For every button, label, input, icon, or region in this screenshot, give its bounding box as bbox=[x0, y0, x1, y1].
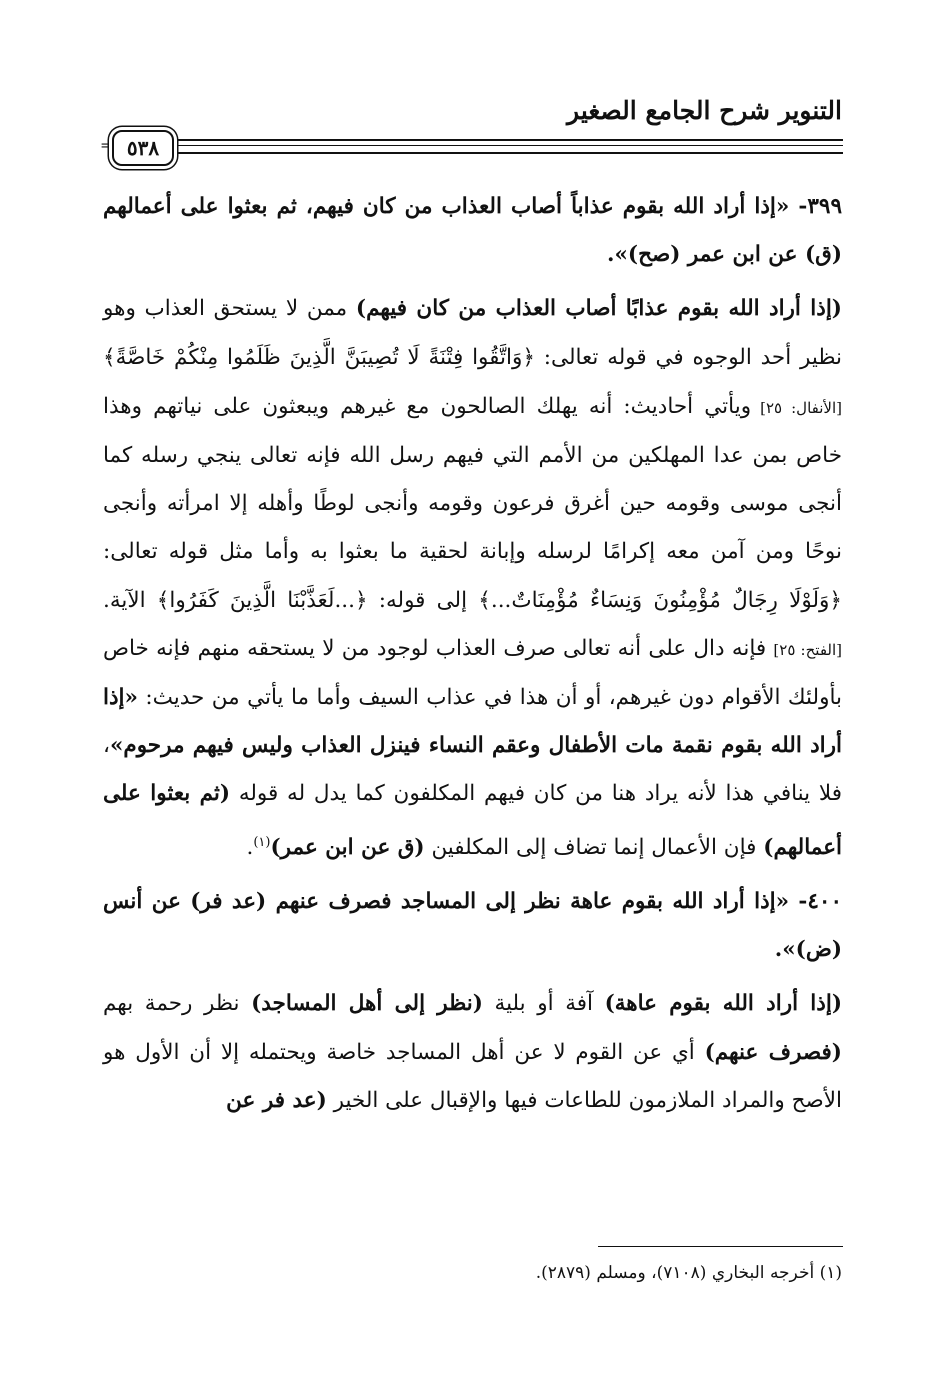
commentary-400-bold-1: (إذا أراد الله بقوم عاهة) bbox=[604, 991, 842, 1017]
header-rule-top bbox=[128, 139, 843, 141]
verse-reference-fath: [الفتح: ٢٥] bbox=[773, 640, 842, 659]
commentary-400-bold-3: (فصرف عنهم) bbox=[704, 1039, 842, 1065]
verse-reference-anfal: [الأنفال: ٢٥] bbox=[751, 398, 842, 417]
commentary-399-text-a: ممن لا يستحق العذاب وهو نظير أحد الوجوه في قوله تعالى: bbox=[103, 296, 842, 370]
commentary-399-text-c: إلى قوله: bbox=[367, 587, 479, 613]
footnote-separator bbox=[598, 1246, 843, 1247]
hadith-399: ٣٩٩- «إذا أراد الله بقوم عذاباً أصاب العذاب من كان فيهم، ثم بعثوا على أعمالهم (ق) عن ابن عمر (صح)». bbox=[103, 194, 842, 268]
commentary-399-text-g: فإن الأعمال إنما تضاف إلى المكلفين bbox=[424, 834, 764, 860]
quran-verse-anfal: ﴿وَاتَّقُوا فِتْنَةً لَا تُصِيبَنَّ الَّذِينَ ظَلَمُوا مِنْكُمْ خَاصَّةً﴾ bbox=[103, 344, 535, 370]
commentary-400-bold-2: (نظر إلى أهل المساجد) bbox=[251, 991, 483, 1017]
main-text bbox=[103, 183, 842, 1125]
commentary-399-bold-2: (ثم بعثوا على أعمالهم) bbox=[103, 781, 842, 860]
running-header-title: التنوير شرح الجامع الصغير bbox=[567, 96, 842, 125]
quran-verse-fath-2: ﴿...لَعَذَّبْنَا الَّذِينَ كَفَرُوا﴾ bbox=[156, 587, 368, 613]
quran-verse-fath-1: ﴿وَلَوْلَا رِجَالٌ مُؤْمِنُونَ وَنِسَاءٌ مُؤْمِنَاتٌ...﴾ bbox=[478, 587, 842, 613]
quoted-hadith: «إذا أراد الله بقوم نقمة مات الأطفال وعقم النساء فينزل العذاب وليس فيهم مرحوم» bbox=[103, 685, 842, 759]
commentary-399-text-b: ويأتي أحاديث: أنه يهلك الصالحون مع غيرهم ويبعثون على نياتهم وهذا خاص بمن عدا المهلكين من الأمم التي فيهم رسل الله فإنه تعالى ينجي رسله كما أنجى موسى وقومه حين أغرق فرعون وقومه وأنجى لوطًا وأهله إلا امرأته وأنجى نوحًا ومن آمن معه إكرامًا لرسله وإبانة لحقية ما بعثوا به وأما مثل قوله تعالى: bbox=[103, 393, 842, 565]
commentary-400-text-b: نظر رحمة بهم bbox=[103, 991, 252, 1017]
page-number: ٥٣٨ bbox=[112, 130, 174, 166]
commentary-399 bbox=[103, 285, 842, 872]
commentary-399-text-d: الآية. bbox=[103, 587, 157, 613]
header-rule-bottom bbox=[128, 152, 843, 154]
footnote-marker[interactable]: (١) bbox=[253, 834, 271, 850]
commentary-399-end: . bbox=[246, 834, 254, 860]
footnote-text: (١) أخرجه البخاري (٧١٠٨)، ومسلم (٢٨٧٩). bbox=[535, 1263, 842, 1283]
commentary-399-text-f: ، فلا ينافي هذا لأنه يراد هنا من كان فيهم المكلفون كما يدل له قوله bbox=[103, 733, 842, 807]
hadith-400: ٤٠٠- «إذا أراد الله بقوم عاهة نظر إلى المساجد فصرف عنهم (عد فر) عن أنس (ض)». bbox=[103, 889, 842, 963]
commentary-399-text-e: فإنه دال على أنه تعالى صرف العذاب لوجود من لا يستحقه منهم فإنه خاص بأولئك الأقوام دون غيرهم، أو أن هذا في عذاب السيف وأما ما يأتي من حديث: bbox=[103, 635, 842, 711]
commentary-400-bold-4: (عد فر عن bbox=[226, 1087, 327, 1113]
commentary-400-text-c: أي عن القوم لا عن أهل المساجد خاصة ويحتمله إلا أن الأول هو الأصح والمراد الملازمون للطاعات فيها والإقبال على الخير bbox=[103, 1039, 842, 1113]
commentary-399-lead: (إذا أراد الله بقوم عذابًا أصاب العذاب من كان فيهم) bbox=[355, 296, 842, 322]
commentary-400 bbox=[103, 980, 842, 1125]
commentary-399-source: (ق عن ابن عمر) bbox=[270, 834, 425, 860]
commentary-400-text-a: آفة أو بلية bbox=[482, 991, 605, 1017]
header-rule-middle bbox=[128, 145, 843, 146]
page-number-tab: = bbox=[100, 138, 112, 154]
